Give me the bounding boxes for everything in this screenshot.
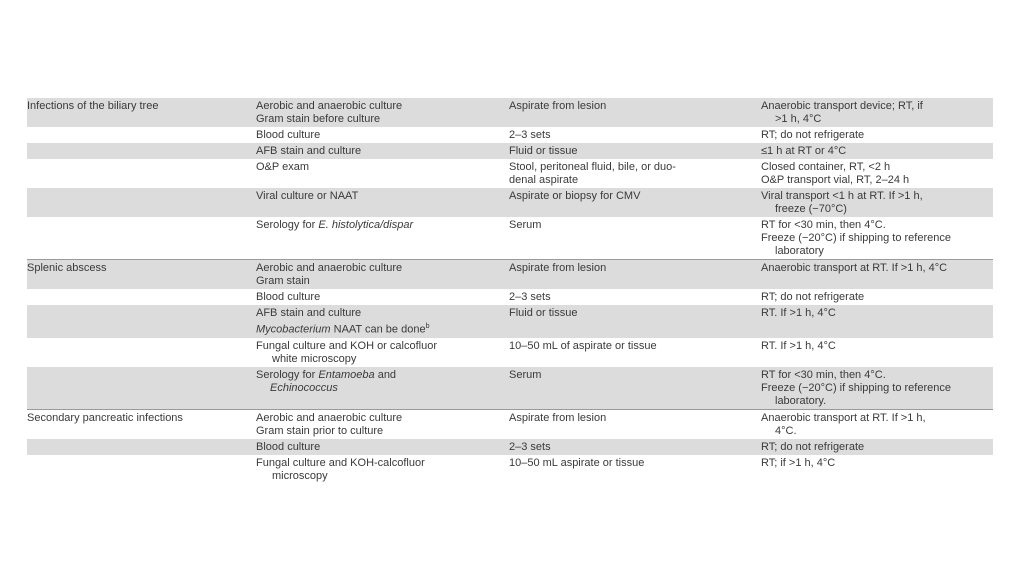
cell-text: Fluid or tissue xyxy=(509,145,578,157)
table-row xyxy=(27,439,993,455)
cell-text: Aerobic and anaerobic culture xyxy=(256,262,403,274)
cell-text: denal aspirate xyxy=(509,174,579,186)
table-cell-c3 xyxy=(509,98,761,127)
table-cell-c3 xyxy=(509,455,761,484)
cell-text: RT; if >1 h, 4°C xyxy=(761,456,836,469)
table-cell-c3 xyxy=(509,188,761,217)
table-cell-c4 xyxy=(761,305,993,338)
cell-text: Serum xyxy=(509,368,542,381)
table-cell-c4 xyxy=(761,410,993,439)
table-cell-c4 xyxy=(761,260,993,289)
table-cell-c2 xyxy=(254,338,509,367)
cell-text: Aspirate from lesion xyxy=(509,411,607,424)
table-row xyxy=(27,305,993,338)
cell-text: Fluid or tissue xyxy=(509,307,578,319)
cell-text: white microscopy xyxy=(272,352,357,365)
table-cell-c4 xyxy=(761,188,993,217)
table-cell-c2 xyxy=(254,143,509,159)
cell-text: RT; do not refrigerate xyxy=(761,440,865,453)
cell-text: Aspirate from lesion xyxy=(509,100,607,112)
table-cell-c2 xyxy=(254,367,509,409)
table-cell-c1 xyxy=(27,305,254,338)
cell-text: RT. If >1 h, 4°C xyxy=(761,339,836,352)
table-cell-c3 xyxy=(509,217,761,259)
table-cell-c3 xyxy=(509,410,761,439)
cell-text: laboratory xyxy=(775,245,824,257)
cell-text: Anaerobic transport device; RT, if xyxy=(761,100,923,112)
table-cell-c4 xyxy=(761,98,993,127)
table-cell-c4 xyxy=(761,127,993,143)
table-cell-c1 xyxy=(27,98,254,127)
cell-text: RT; do not refrigerate xyxy=(761,291,865,303)
cell-text: RT; do not refrigerate xyxy=(761,129,865,141)
table-cell-c4 xyxy=(761,338,993,367)
cell-text: Secondary pancreatic infections xyxy=(27,411,183,424)
cell-text: Stool, peritoneal fluid, bile, or duo- xyxy=(509,161,676,173)
cell-text: freeze (−70°C) xyxy=(775,203,847,215)
cell-text: 4°C. xyxy=(775,424,797,437)
cell-text: Anaerobic transport at RT. If >1 h, xyxy=(761,411,926,424)
table-cell-c2 xyxy=(254,260,509,289)
cell-text: Blood culture xyxy=(256,291,321,303)
table-cell-c1 xyxy=(27,217,254,259)
table-cell-c1 xyxy=(27,289,254,305)
cell-text: O&P exam xyxy=(256,161,309,173)
table-row xyxy=(27,217,993,259)
table-cell-c3 xyxy=(509,159,761,188)
table-cell-c2 xyxy=(254,98,509,127)
cell-text: AFB stain and culture xyxy=(256,145,362,157)
table-cell-c3 xyxy=(509,289,761,305)
cell-text: Closed container, RT, <2 h xyxy=(761,161,891,173)
cell-text: O&P transport vial, RT, 2–24 h xyxy=(761,174,910,186)
table-row xyxy=(27,127,993,143)
cell-text: Serology for Entamoeba and xyxy=(256,368,397,381)
table-row xyxy=(27,409,993,439)
table-cell-c3 xyxy=(509,260,761,289)
cell-text: Serum xyxy=(509,219,542,231)
cell-text: 10–50 mL aspirate or tissue xyxy=(509,456,645,469)
table-cell-c2 xyxy=(254,159,509,188)
cell-text: Anaerobic transport at RT. If >1 h, 4°C xyxy=(761,262,948,274)
table-cell-c3 xyxy=(509,143,761,159)
table-row xyxy=(27,159,993,188)
table-cell-c3 xyxy=(509,127,761,143)
cell-text: 10–50 mL of aspirate or tissue xyxy=(509,339,657,352)
cell-text: Gram stain prior to culture xyxy=(256,424,384,437)
cell-text: >1 h, 4°C xyxy=(775,113,822,125)
table-row xyxy=(27,338,993,367)
cell-text: 2–3 sets xyxy=(509,440,551,453)
cell-text: Aerobic and anaerobic culture xyxy=(256,100,403,112)
cell-text: Blood culture xyxy=(256,440,321,453)
table-cell-c1 xyxy=(27,338,254,367)
table-cell-c1 xyxy=(27,143,254,159)
cell-text: 2–3 sets xyxy=(509,291,551,303)
cell-text: Infections of the biliary tree xyxy=(27,100,159,112)
cell-text: ≤1 h at RT or 4°C xyxy=(761,145,847,157)
cell-text: Fungal culture and KOH or calcofluor xyxy=(256,339,437,352)
table-cell-c1 xyxy=(27,410,254,439)
specimen-table xyxy=(27,98,993,484)
table-cell-c4 xyxy=(761,439,993,455)
table-cell-c4 xyxy=(761,455,993,484)
cell-text: Aerobic and anaerobic culture xyxy=(256,411,403,424)
table-row xyxy=(27,259,993,289)
table-cell-c1 xyxy=(27,260,254,289)
table-row xyxy=(27,367,993,409)
table-cell-c2 xyxy=(254,410,509,439)
table-row xyxy=(27,455,993,484)
cell-text: Splenic abscess xyxy=(27,262,107,274)
table-cell-c2 xyxy=(254,305,509,338)
cell-text: Mycobacterium NAAT can be done$^b$ xyxy=(256,323,430,336)
table-cell-c2 xyxy=(254,439,509,455)
cell-text: Viral transport <1 h at RT. If >1 h, xyxy=(761,190,923,202)
cell-text: AFB stain and culture xyxy=(256,307,362,319)
table-cell-c1 xyxy=(27,159,254,188)
table-cell-c2 xyxy=(254,127,509,143)
cell-text: Gram stain before culture xyxy=(256,113,381,125)
cell-text: Blood culture xyxy=(256,129,321,141)
table-cell-c2 xyxy=(254,289,509,305)
cell-text: microscopy xyxy=(272,469,328,482)
table-cell-c1 xyxy=(27,439,254,455)
cell-text: Freeze (−20°C) if shipping to reference xyxy=(761,232,951,244)
table-cell-c3 xyxy=(509,338,761,367)
table-cell-c3 xyxy=(509,305,761,338)
cell-text: RT for <30 min, then 4°C. xyxy=(761,368,886,381)
table-cell-c1 xyxy=(27,188,254,217)
cell-text: Freeze (−20°C) if shipping to reference xyxy=(761,381,951,394)
table-row xyxy=(27,289,993,305)
table-cell-c2 xyxy=(254,455,509,484)
table-row xyxy=(27,188,993,217)
table-cell-c3 xyxy=(509,367,761,409)
table-cell-c2 xyxy=(254,188,509,217)
cell-text: RT. If >1 h, 4°C xyxy=(761,307,836,319)
cell-text: Serology for E. histolytica/dispar xyxy=(256,219,414,231)
cell-text: Gram stain xyxy=(256,275,310,287)
table-cell-c3 xyxy=(509,439,761,455)
table-cell-c1 xyxy=(27,127,254,143)
cell-text: Echinococcus xyxy=(270,381,338,394)
cell-text: 2–3 sets xyxy=(509,129,551,141)
table-cell-c4 xyxy=(761,159,993,188)
table-cell-c1 xyxy=(27,367,254,409)
cell-text: Viral culture or NAAT xyxy=(256,190,359,202)
cell-text: RT for <30 min, then 4°C. xyxy=(761,219,886,231)
table-cell-c1 xyxy=(27,455,254,484)
cell-text: laboratory. xyxy=(775,394,827,407)
table-cell-c4 xyxy=(761,367,993,409)
table-row xyxy=(27,143,993,159)
cell-text: Aspirate from lesion xyxy=(509,262,607,274)
cell-text: Fungal culture and KOH-calcofluor xyxy=(256,456,425,469)
table-cell-c4 xyxy=(761,143,993,159)
table-row xyxy=(27,98,993,127)
table-cell-c2 xyxy=(254,217,509,259)
table-cell-c4 xyxy=(761,289,993,305)
table-cell-c4 xyxy=(761,217,993,259)
cell-text: Aspirate or biopsy for CMV xyxy=(509,190,641,202)
